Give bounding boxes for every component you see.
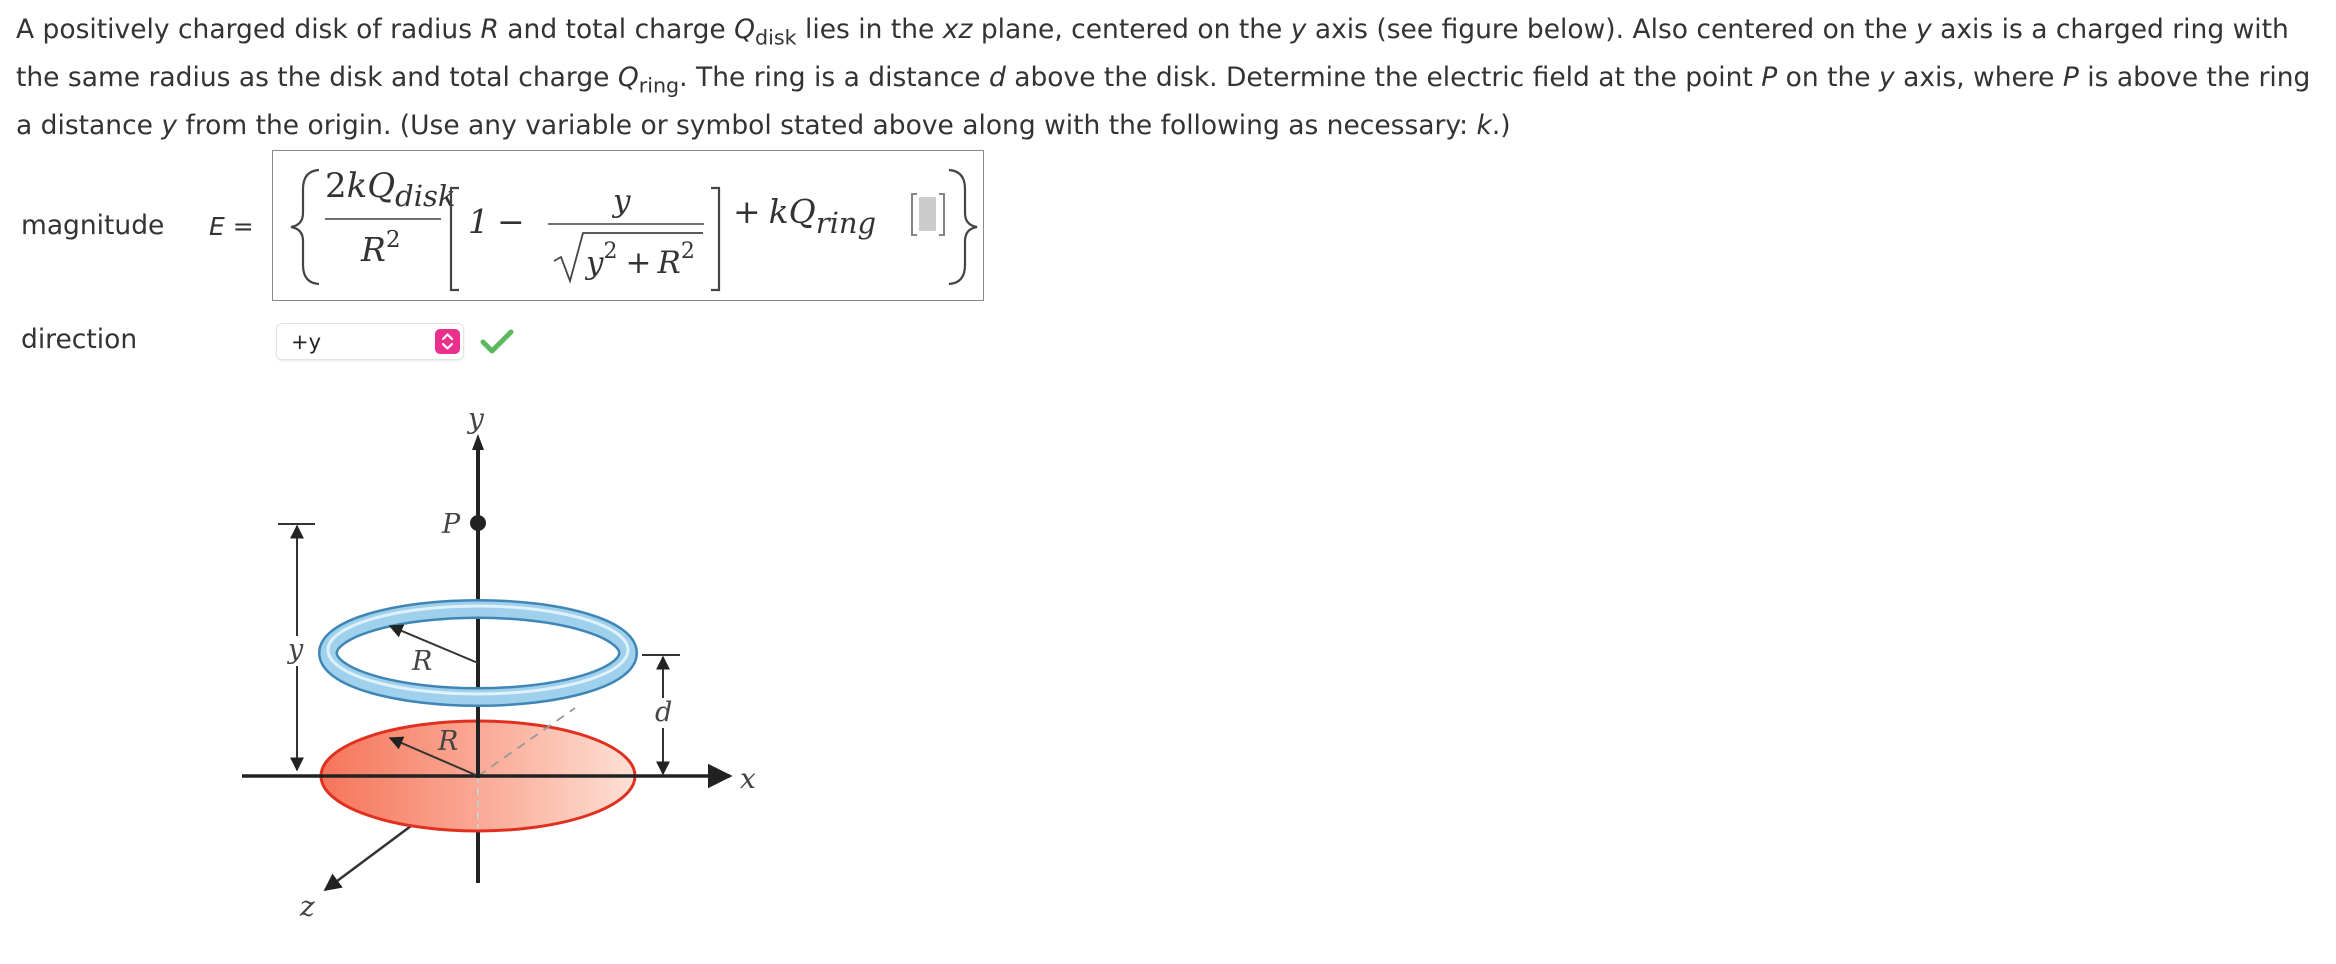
ring-radius-arrow [390,626,478,663]
y-axis-label: y [468,402,484,435]
x-axis-label: x [740,762,756,795]
left-brace [291,170,319,284]
svg-text:y: y [613,183,631,219]
disk-radius-label: R [438,726,459,757]
svg-text:y2+R2: $y^2 + R^2$ [586,239,695,281]
problem-statement: A positively charged disk of radius R and total charge $Q_{disk}$ lies in the xz plane, centered on the y axis (see figure below). Also centered on the y axis is a charged ring with the same radius as the disk and total charge $Q_{ring}$. The ring is a distance d above the disk. Determine the electric field at the point P on the y axis, where P is above the ring a distance y from the origin. (Use any variable or symbol stated above along with the following as necessary: k.) [16,14,2311,141]
svg-text:−: − [497,202,525,241]
magnitude-equals-label: E = [209,212,254,241]
direction-selected-value: +y [291,330,322,354]
z-axis-label: z [300,890,315,923]
separation-label: d [655,697,673,728]
disk-ring-figure [230,398,810,938]
checkmark-icon [480,328,514,356]
select-arrows-icon[interactable] [435,329,460,354]
right-bracket [711,188,719,290]
ring-radius-label: R [412,646,433,677]
magnitude-label: magnitude [21,210,165,241]
cursor-placeholder [919,197,936,231]
svg-text:2kQdisk: 2kQdisk [325,166,456,213]
direction-select[interactable] [276,323,464,360]
direction-label: direction [21,324,138,355]
point-p [470,515,486,531]
svg-text:+kQring: + kQring [733,192,877,240]
svg-text:R2: $R^2$ [361,227,401,269]
magnitude-expression [273,151,985,302]
right-brace [949,170,977,284]
magnitude-answer-box[interactable] [272,150,984,301]
height-label: y [288,634,304,665]
svg-text:1: 1 [468,202,489,241]
point-p-label: P [442,509,461,540]
